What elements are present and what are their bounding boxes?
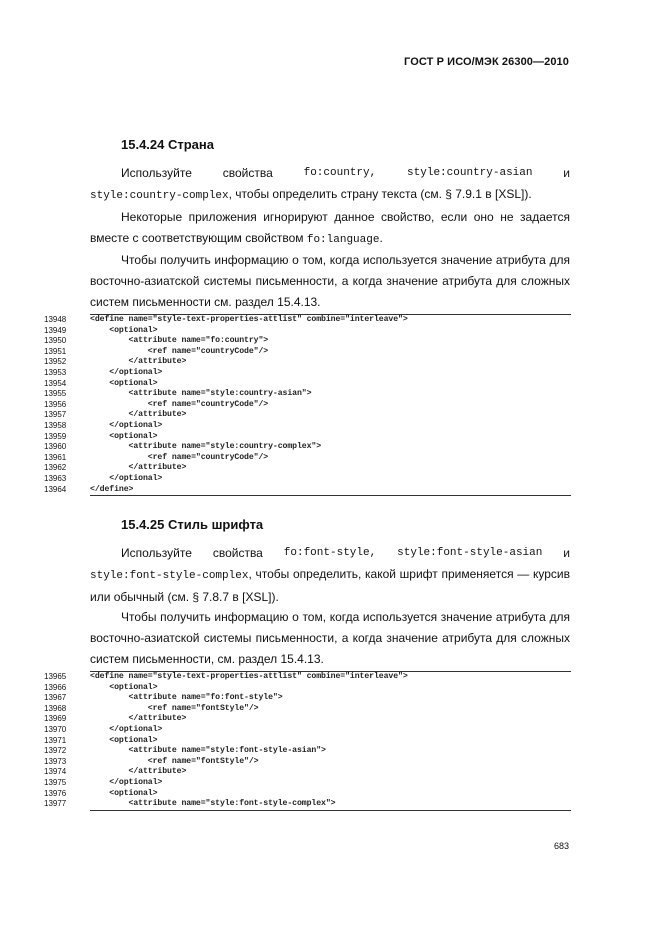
code-line <box>44 693 571 704</box>
line-number: 13961 <box>44 452 67 462</box>
page-number: 683 <box>553 841 569 851</box>
code-text: <attribute name="style:country-asian"> <box>90 389 312 399</box>
line-number: 13954 <box>44 378 67 388</box>
code-text: </attribute> <box>90 767 187 777</box>
code-line <box>44 778 571 789</box>
code-text: </optional> <box>90 473 163 483</box>
line-number: 13966 <box>44 682 67 692</box>
code-line <box>44 315 571 326</box>
line-number: 13965 <box>44 672 67 681</box>
divider <box>90 810 571 811</box>
line-number: 13971 <box>44 735 67 745</box>
code-line <box>44 485 571 496</box>
line-number: 13959 <box>44 431 67 441</box>
code-text: <ref name="countryCode"/> <box>90 346 269 356</box>
line-number: 13968 <box>44 703 67 713</box>
code-line <box>44 421 571 432</box>
code-text: <optional> <box>90 735 158 745</box>
code-line <box>44 746 571 757</box>
code-line <box>44 326 571 337</box>
text: , чтобы определить, какой шрифт применяется — курсив или обычный (см. § 7.8.7 в [XSL]). <box>90 567 570 604</box>
word: и <box>563 546 570 560</box>
line-number: 13973 <box>44 756 67 766</box>
code-line <box>44 410 571 421</box>
text: Некоторые приложения игнорируют данное свойство, если оно не задается вместе с соответствующим свойством <box>90 210 570 245</box>
code-text: </optional> <box>90 367 163 377</box>
code-term: fo:country, <box>303 167 377 179</box>
word: свойства <box>212 546 263 560</box>
text: , чтобы определить страну текста (см. § 7.9.1 в [XSL]). <box>228 187 532 201</box>
code-line <box>44 453 571 464</box>
code-lines <box>44 315 571 495</box>
code-text: </optional> <box>90 777 163 787</box>
line-number: 13974 <box>44 767 67 777</box>
code-text: <optional> <box>90 788 158 798</box>
code-term: fo:language <box>306 234 380 246</box>
paragraph-country-1 <box>90 163 570 207</box>
code-line <box>44 757 571 768</box>
code-line <box>44 789 571 800</box>
paragraph-continuation <box>90 184 570 207</box>
paragraph-continuation <box>90 564 570 608</box>
line-number: 13976 <box>44 788 67 798</box>
line-number: 13952 <box>44 357 67 367</box>
code-text: </optional> <box>90 420 163 430</box>
code-term: style:font-style-asian <box>397 547 543 559</box>
section-title-country: 15.4.24 Страна <box>121 137 214 152</box>
line-number: 13967 <box>44 693 67 703</box>
code-listing-font-style <box>44 671 571 811</box>
section-title-font-style: 15.4.25 Стиль шрифта <box>121 517 264 532</box>
code-line <box>44 463 571 474</box>
code-line <box>44 336 571 347</box>
code-listing-country <box>44 314 571 496</box>
line-number: 13963 <box>44 473 67 483</box>
line-number: 13964 <box>44 484 67 494</box>
line-number: 13960 <box>44 442 67 452</box>
code-line <box>44 347 571 358</box>
code-text: <ref name="countryCode"/> <box>90 452 269 462</box>
code-text: <attribute name="style:font-style-complex"> <box>90 799 336 809</box>
paragraph-font-style-2 <box>90 607 570 670</box>
line-number: 13975 <box>44 777 67 787</box>
code-text: </attribute> <box>90 410 187 420</box>
code-lines <box>44 672 571 810</box>
word: и <box>563 166 570 180</box>
code-line <box>44 357 571 368</box>
code-line <box>44 767 571 778</box>
line-number: 13977 <box>44 799 67 809</box>
line-number: 13956 <box>44 399 67 409</box>
code-line <box>44 389 571 400</box>
line-number: 13948 <box>44 315 67 324</box>
code-text: <attribute name="style:font-style-asian"> <box>90 746 326 756</box>
code-line <box>44 704 571 715</box>
code-term: fo:font-style, <box>283 547 377 559</box>
code-term: style:country-complex <box>90 190 229 202</box>
code-line <box>44 672 571 683</box>
word: Используйте <box>121 166 192 180</box>
code-text: </attribute> <box>90 357 187 367</box>
paragraph-country-2 <box>90 207 570 251</box>
code-line <box>44 474 571 485</box>
code-line <box>44 736 571 747</box>
line-number: 13962 <box>44 463 67 473</box>
code-text: <attribute name="fo:country"> <box>90 336 269 346</box>
line-number: 13958 <box>44 420 67 430</box>
code-line <box>44 379 571 390</box>
paragraph-font-style-1 <box>90 543 570 608</box>
divider <box>90 495 571 496</box>
code-term: style:font-style-complex <box>90 570 249 582</box>
code-line <box>44 714 571 725</box>
text: . <box>379 231 383 245</box>
line-number: 13951 <box>44 346 67 356</box>
line-number: 13969 <box>44 714 67 724</box>
justified-line <box>121 543 570 564</box>
line-number: 13953 <box>44 367 67 377</box>
code-text: </attribute> <box>90 714 187 724</box>
code-line <box>44 683 571 694</box>
code-text: <define name="style-text-properties-attlist" combine="interleave"> <box>90 672 408 681</box>
code-line <box>44 368 571 379</box>
code-text: <optional> <box>90 682 158 692</box>
code-text: <ref name="fontStyle"/> <box>90 703 259 713</box>
code-text: <ref name="countryCode"/> <box>90 399 269 409</box>
code-text: <attribute name="style:country-complex"> <box>90 442 322 452</box>
word: Используйте <box>121 546 192 560</box>
code-text: <ref name="fontStyle"/> <box>90 756 259 766</box>
code-text: <attribute name="fo:font-style"> <box>90 693 283 703</box>
line-number: 13949 <box>44 325 67 335</box>
code-text: </optional> <box>90 724 163 734</box>
code-text: <optional> <box>90 378 158 388</box>
code-line <box>44 725 571 736</box>
code-line <box>44 432 571 443</box>
text: Чтобы получить информацию о том, когда используется значение атрибута для восточно-азиатской системы письменности, а когда значение атрибута для сложных систем письменности см. раздел 15.4.13. <box>90 253 570 309</box>
code-line <box>44 799 571 810</box>
code-text: </define> <box>90 484 134 494</box>
code-text: <optional> <box>90 431 158 441</box>
word: свойства <box>222 166 273 180</box>
paragraph-country-3 <box>90 250 570 313</box>
line-number: 13955 <box>44 389 67 399</box>
text: Чтобы получить информацию о том, когда используется значение атрибута для восточно-азиатской системы письменности, а когда значение атрибута для сложных систем письменности, см. раздел 15.4.13. <box>90 610 570 666</box>
line-number: 13950 <box>44 336 67 346</box>
code-term: style:country-asian <box>407 167 533 179</box>
line-number: 13972 <box>44 746 67 756</box>
line-number: 13957 <box>44 410 67 420</box>
justified-line <box>121 163 570 184</box>
code-line <box>44 400 571 411</box>
document-header: ГОСТ Р ИСО/МЭК 26300—2010 <box>404 56 569 68</box>
code-line <box>44 442 571 453</box>
code-text: <define name="style-text-properties-attlist" combine="interleave"> <box>90 315 408 324</box>
code-text: </attribute> <box>90 463 187 473</box>
code-text: <optional> <box>90 325 158 335</box>
line-number: 13970 <box>44 724 67 734</box>
